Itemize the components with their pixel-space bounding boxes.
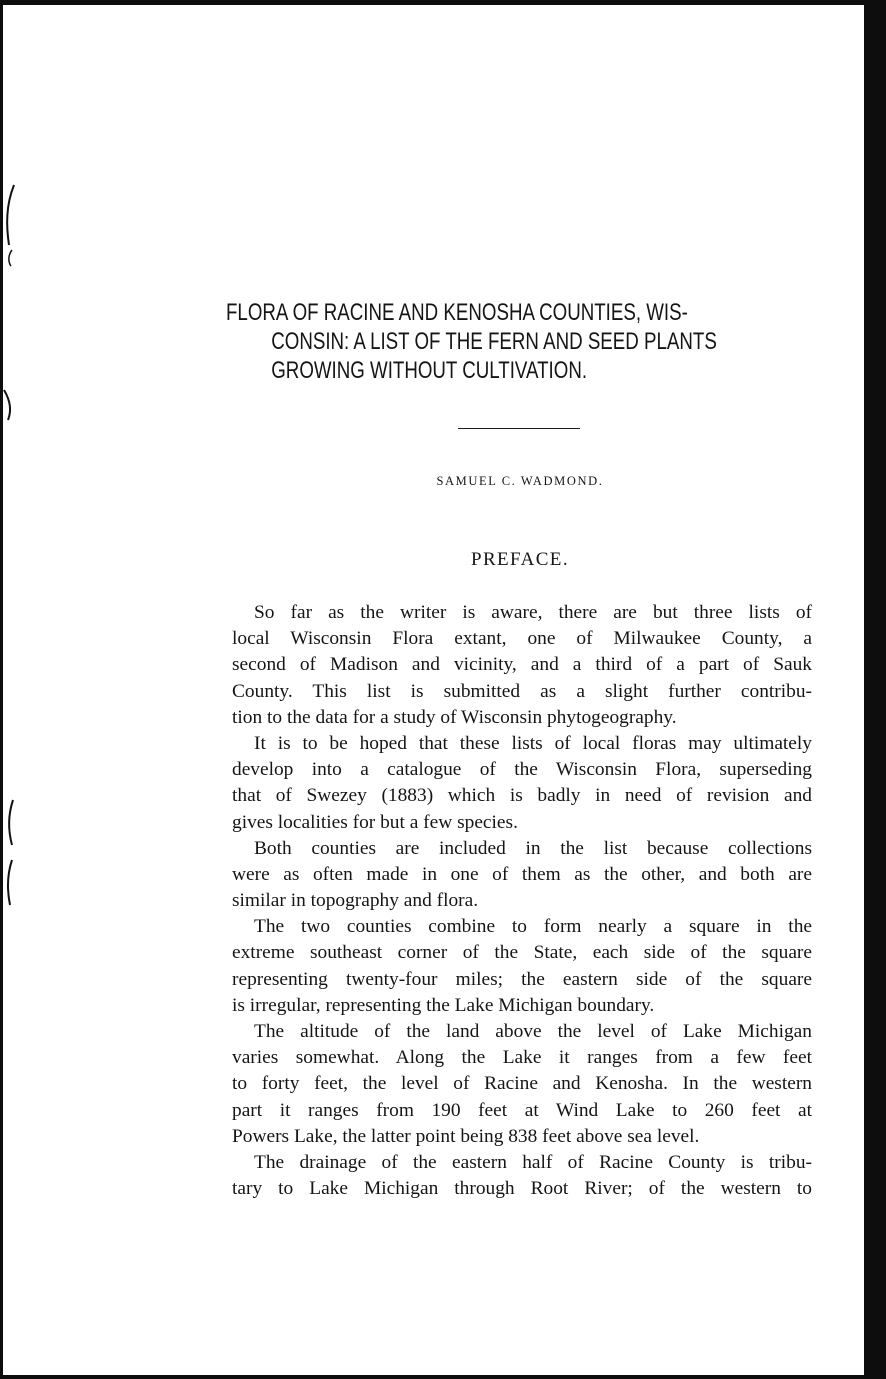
paragraph-line: So far as the writer is aware, there are but three lists of xyxy=(254,602,812,623)
paragraph-line: The altitude of the land above the level of Lake Michigan xyxy=(254,1021,812,1042)
author-name: SAMUEL C. WADMOND. xyxy=(436,474,604,488)
paragraph-line: develop into a catalogue of the Wisconsin Flora, superseding xyxy=(232,759,812,781)
paragraph-line: Powers Lake, the latter point being 838 feet above sea level. xyxy=(232,1125,700,1147)
page-border-top xyxy=(0,0,886,5)
title-rule-divider xyxy=(458,428,580,429)
paragraph-line: tion to the data for a study of Wisconsin phytogeography. xyxy=(232,706,677,728)
paragraph-line: County. This list is submitted as a slight further contribu- xyxy=(232,680,812,702)
page-border-right xyxy=(864,0,886,1379)
paragraph-line: representing twenty-four miles; the eastern side of the square xyxy=(232,968,812,990)
title-line-3: GROWING WITHOUT CULTIVATION. xyxy=(271,357,588,384)
binding-margin-marks xyxy=(0,0,40,1379)
page-border-bottom xyxy=(0,1375,886,1379)
paragraph-line: varies somewhat. Along the Lake it ranges from a few feet xyxy=(232,1047,812,1069)
title-line-1: FLORA OF RACINE AND KENOSHA COUNTIES, WIS- xyxy=(226,299,688,326)
paragraph-5 xyxy=(232,1019,812,1150)
paragraph-line: The two counties combine to form nearly a square in the xyxy=(254,916,812,938)
paragraph-line: Both counties are included in the list because collections xyxy=(254,837,812,859)
title-line-2: CONSIN: A LIST OF THE FERN AND SEED PLANTS xyxy=(271,328,717,355)
preface-body xyxy=(232,600,812,1202)
paragraph-line: is irregular, representing the Lake Michigan boundary. xyxy=(232,994,655,1016)
paragraph-2 xyxy=(232,731,812,836)
paragraph-4 xyxy=(232,914,812,1019)
paragraph-line: The drainage of the eastern half of Racine County is tribu- xyxy=(254,1151,812,1173)
paragraph-line: part it ranges from 190 feet at Wind Lake to 260 feet at xyxy=(232,1099,812,1121)
paragraph-line: to forty feet, the level of Racine and Kenosha. In the western xyxy=(232,1073,812,1095)
article-title xyxy=(226,298,717,385)
paragraph-line: local Wisconsin Flora extant, one of Milwaukee County, a xyxy=(232,628,812,650)
paragraph-3 xyxy=(232,836,812,915)
section-heading-preface: PREFACE. xyxy=(471,549,569,570)
paragraph-line: extreme southeast corner of the State, each side of the square xyxy=(232,942,812,964)
paragraph-line: second of Madison and vicinity, and a third of a part of Sauk xyxy=(232,654,812,676)
paragraph-line: It is to be hoped that these lists of local floras may ultimately xyxy=(254,732,812,754)
paragraph-line: tary to Lake Michigan through Root River; of the western to xyxy=(232,1178,812,1200)
paragraph-line: were as often made in one of them as the other, and both are xyxy=(232,863,812,885)
paragraph-line: similar in topography and flora. xyxy=(232,890,479,912)
paragraph-line: that of Swezey (1883) which is badly in need of revision and xyxy=(232,785,812,807)
paragraph-1 xyxy=(232,600,812,731)
paragraph-line: gives localities for but a few species. xyxy=(232,811,518,833)
paragraph-6 xyxy=(232,1150,812,1202)
